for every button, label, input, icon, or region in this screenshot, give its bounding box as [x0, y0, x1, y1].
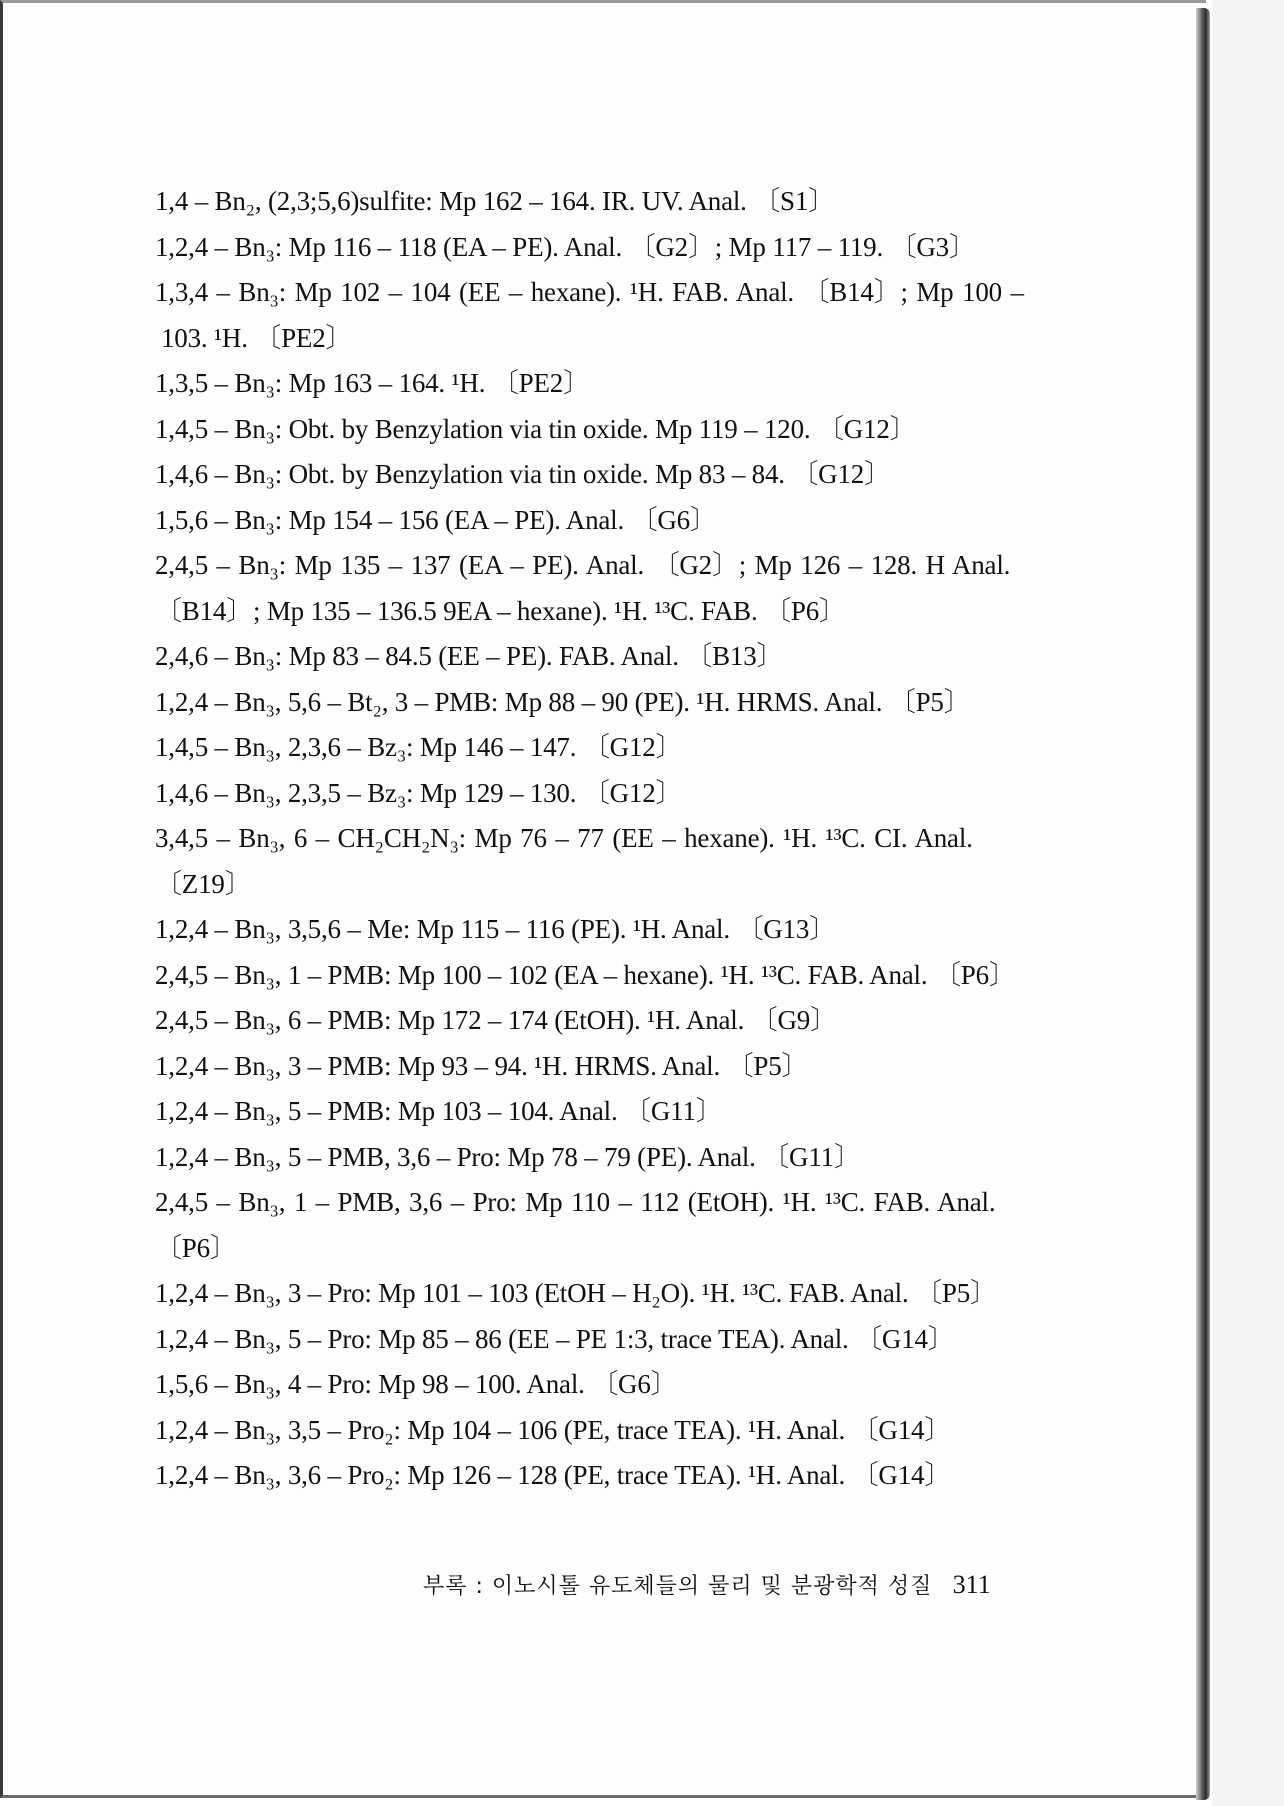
entry-line: 1,4 – Bn₂, (2,3;5,6)sulfite: Mp 162 – 164. IR. UV. Anal. 〔S1〕 — [155, 186, 835, 216]
running-footer-title: 부록 : 이노시톨 유도체들의 물리 및 분광학적 성질 — [423, 1574, 933, 1599]
page-footer — [423, 1569, 1023, 1600]
entry-line-continued: 〔Z19〕 — [155, 868, 252, 899]
entry-line-continued: 〔P6〕 — [155, 1232, 237, 1263]
compound-entry-list — [155, 179, 1055, 1499]
entry-line: 1,2,4 – Bn₃, 5 – PMB: Mp 103 – 104. Anal. 〔G11〕 — [155, 1096, 723, 1126]
entry-line: 1,2,4 – Bn₃, 3,6 – Pro₂: Mp 126 – 128 (PE, trace TEA). ¹H. Anal. 〔G14〕 — [155, 1460, 952, 1490]
entry-line: 2,4,5 – Bn₃, 1 – PMB: Mp 100 – 102 (EA – hexane). ¹H. ¹³C. FAB. Anal. 〔P6〕 — [155, 959, 1016, 990]
entry-line: 2,4,6 – Bn₃: Mp 83 – 84.5 (EE – PE). FAB. Anal. 〔B13〕 — [155, 641, 784, 671]
entry-line: 1,4,6 – Bn₃: Obt. by Benzylation via tin oxide. Mp 83 – 84. 〔G12〕 — [155, 459, 891, 489]
entry-line-continued: 〔B14〕; Mp 135 – 136.5 9EA – hexane). ¹H. ¹³C. FAB. 〔P6〕 — [155, 595, 846, 626]
entry-line: 1,5,6 – Bn₃, 4 – Pro: Mp 98 – 100. Anal. 〔G6〕 — [155, 1369, 678, 1399]
entry-line: 2,4,5 – Bn₃, 1 – PMB, 3,6 – Pro: Mp 110 – 112 (EtOH). ¹H. ¹³C. FAB. Anal. — [155, 1187, 996, 1217]
page-edge-shadow — [1196, 8, 1210, 1800]
entry-line: 1,2,4 – Bn₃: Mp 116 – 118 (EA – PE). Anal. 〔G2〕; Mp 117 – 119. 〔G3〕 — [155, 231, 976, 262]
entry-line: 1,3,4 – Bn₃: Mp 102 – 104 (EE – hexane). ¹H. FAB. Anal. 〔B14〕; Mp 100 – — [155, 277, 1024, 307]
entry-line-continued: 103. ¹H. 〔PE2〕 — [161, 322, 353, 353]
entry-line: 1,2,4 – Bn₃, 5 – PMB, 3,6 – Pro: Mp 78 – 79 (PE). Anal. 〔G11〕 — [155, 1141, 861, 1172]
entry-line: 1,4,5 – Bn₃, 2,3,6 – Bz₃: Mp 146 – 147. 〔G12〕 — [155, 732, 683, 762]
entry-line: 2,4,5 – Bn₃, 6 – PMB: Mp 172 – 174 (EtOH). ¹H. Anal. 〔G9〕 — [155, 1005, 837, 1035]
entry-line: 1,2,4 – Bn₃, 5 – Pro: Mp 85 – 86 (EE – PE 1:3, trace TEA). Anal. 〔G14〕 — [155, 1323, 955, 1354]
scan-margin — [1212, 0, 1284, 1806]
entry-line: 1,5,6 – Bn₃: Mp 154 – 156 (EA – PE). Anal. 〔G6〕 — [155, 504, 717, 535]
entry-line: 1,2,4 – Bn₃, 3,5,6 – Me: Mp 115 – 116 (PE). ¹H. Anal. 〔G13〕 — [155, 914, 836, 944]
entry-line: 1,3,5 – Bn₃: Mp 163 – 164. ¹H. 〔PE2〕 — [155, 368, 590, 398]
entry-line: 1,2,4 – Bn₃, 3 – PMB: Mp 93 – 94. ¹H. HRMS. Anal. 〔P5〕 — [155, 1050, 809, 1081]
page-number: 311 — [952, 1570, 991, 1599]
entry-line: 2,4,5 – Bn₃: Mp 135 – 137 (EA – PE). Anal. 〔G2〕; Mp 126 – 128. H Anal. — [155, 550, 1011, 580]
entry-line: 1,4,5 – Bn₃: Obt. by Benzylation via tin oxide. Mp 119 – 120. 〔G12〕 — [155, 413, 917, 444]
entry-line: 1,2,4 – Bn₃, 3,5 – Pro₂: Mp 104 – 106 (PE, trace TEA). ¹H. Anal. 〔G14〕 — [155, 1414, 952, 1445]
entry-line: 1,2,4 – Bn₃, 3 – Pro: Mp 101 – 103 (EtOH – H₂O). ¹H. ¹³C. FAB. Anal. 〔P5〕 — [155, 1278, 997, 1308]
entry-line: 3,4,5 – Bn₃, 6 – CH₂CH₂N₃: Mp 76 – 77 (EE – hexane). ¹H. ¹³C. CI. Anal. — [155, 823, 973, 853]
entry-line: 1,2,4 – Bn₃, 5,6 – Bt₂, 3 – PMB: Mp 88 – 90 (PE). ¹H. HRMS. Anal. 〔P5〕 — [155, 686, 971, 717]
entry-line: 1,4,6 – Bn₃, 2,3,5 – Bz₃: Mp 129 – 130. 〔G12〕 — [155, 777, 683, 808]
